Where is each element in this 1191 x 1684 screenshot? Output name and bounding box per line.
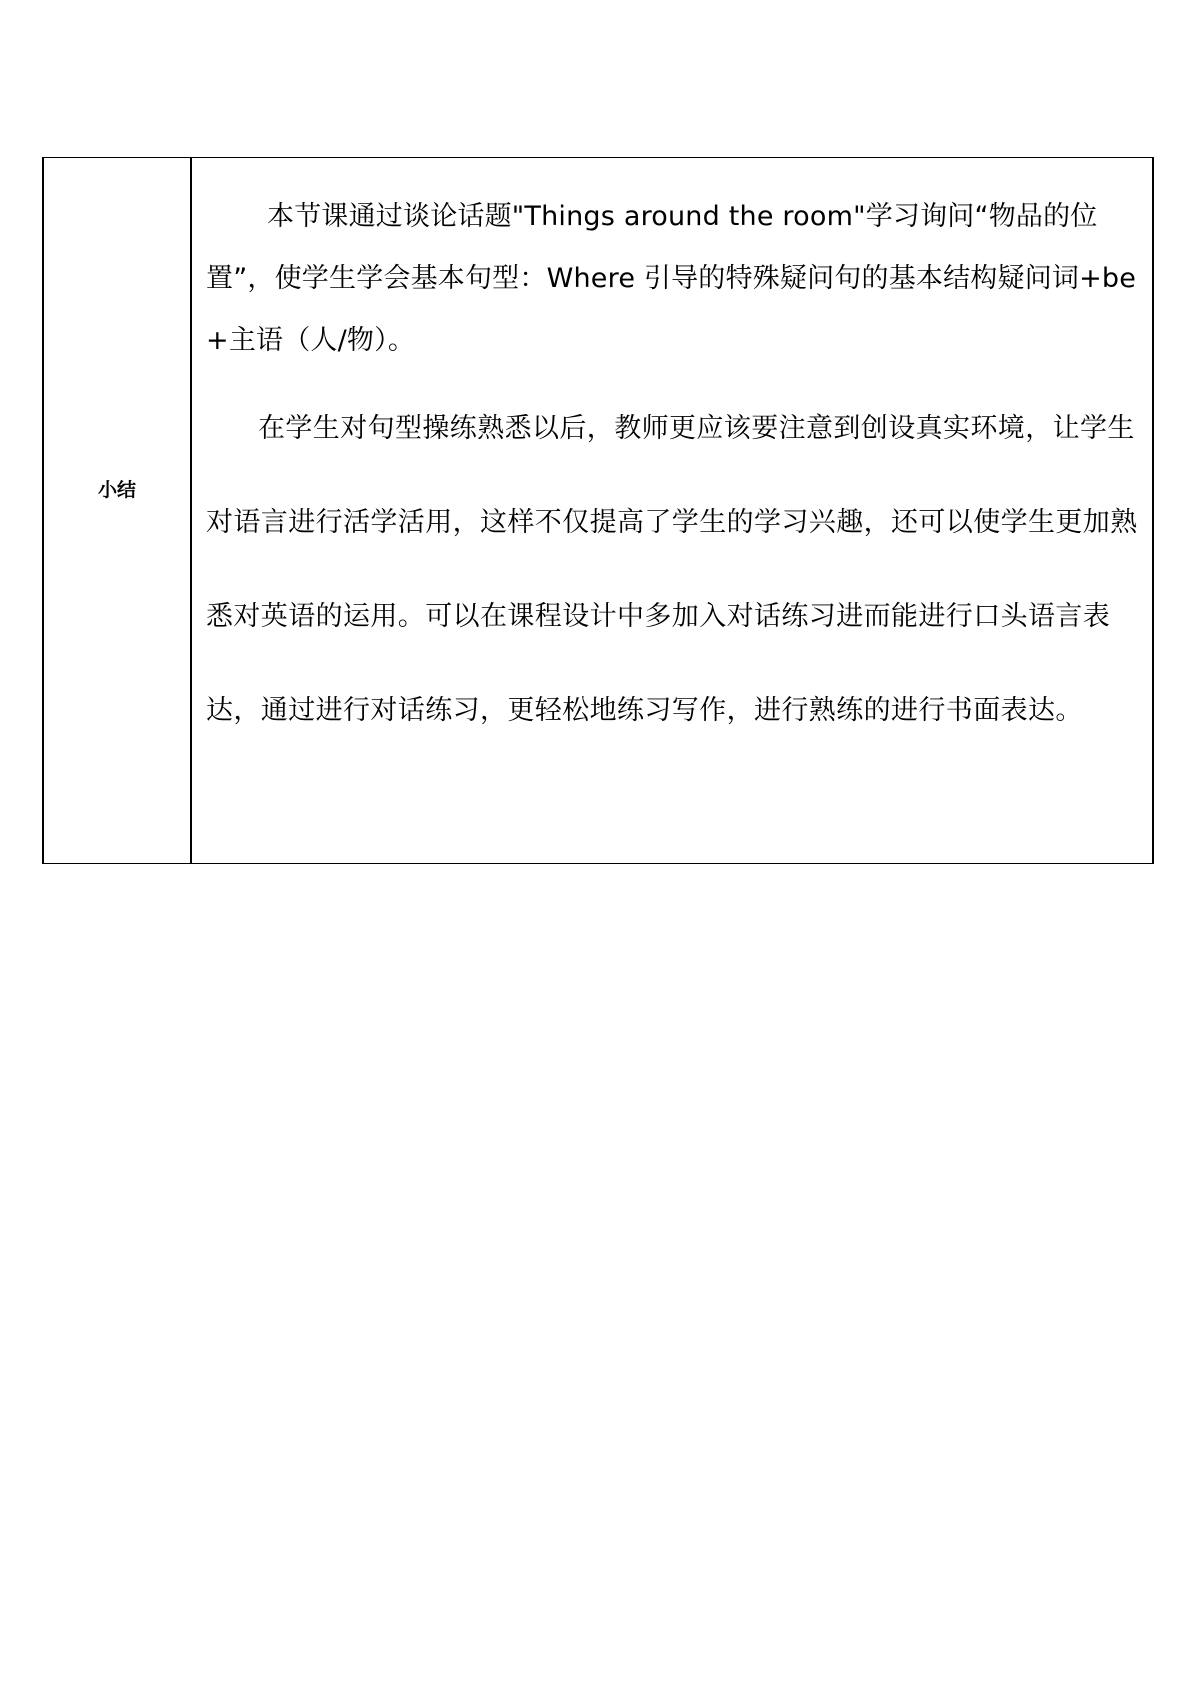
summary-paragraph-1: 本节课通过谈论话题"Things around the room"学习询问“物品的位置”，使学生学会基本句型：Where 引导的特殊疑问句的基本结构疑问词+be+主语（人/物）。: [206, 201, 1137, 356]
row-label: 小结: [97, 479, 136, 501]
summary-paragraph-2: 在学生对句型操练熟悉以后，教师更应该要注意到创设真实环境，让学生对语言进行活学活用，这样不仅提高了学生的学习兴趣，还可以使学生更加熟悉对英语的运用。可以在课程设计中多加入对话练习进而能进行口头语言表达，通过进行对话练习，更轻松地练习写作，进行熟练的进行书面表达。: [206, 413, 1138, 726]
row-label-cell: [44, 158, 192, 863]
summary-table: [42, 157, 1154, 864]
content-cell: [194, 158, 1152, 863]
